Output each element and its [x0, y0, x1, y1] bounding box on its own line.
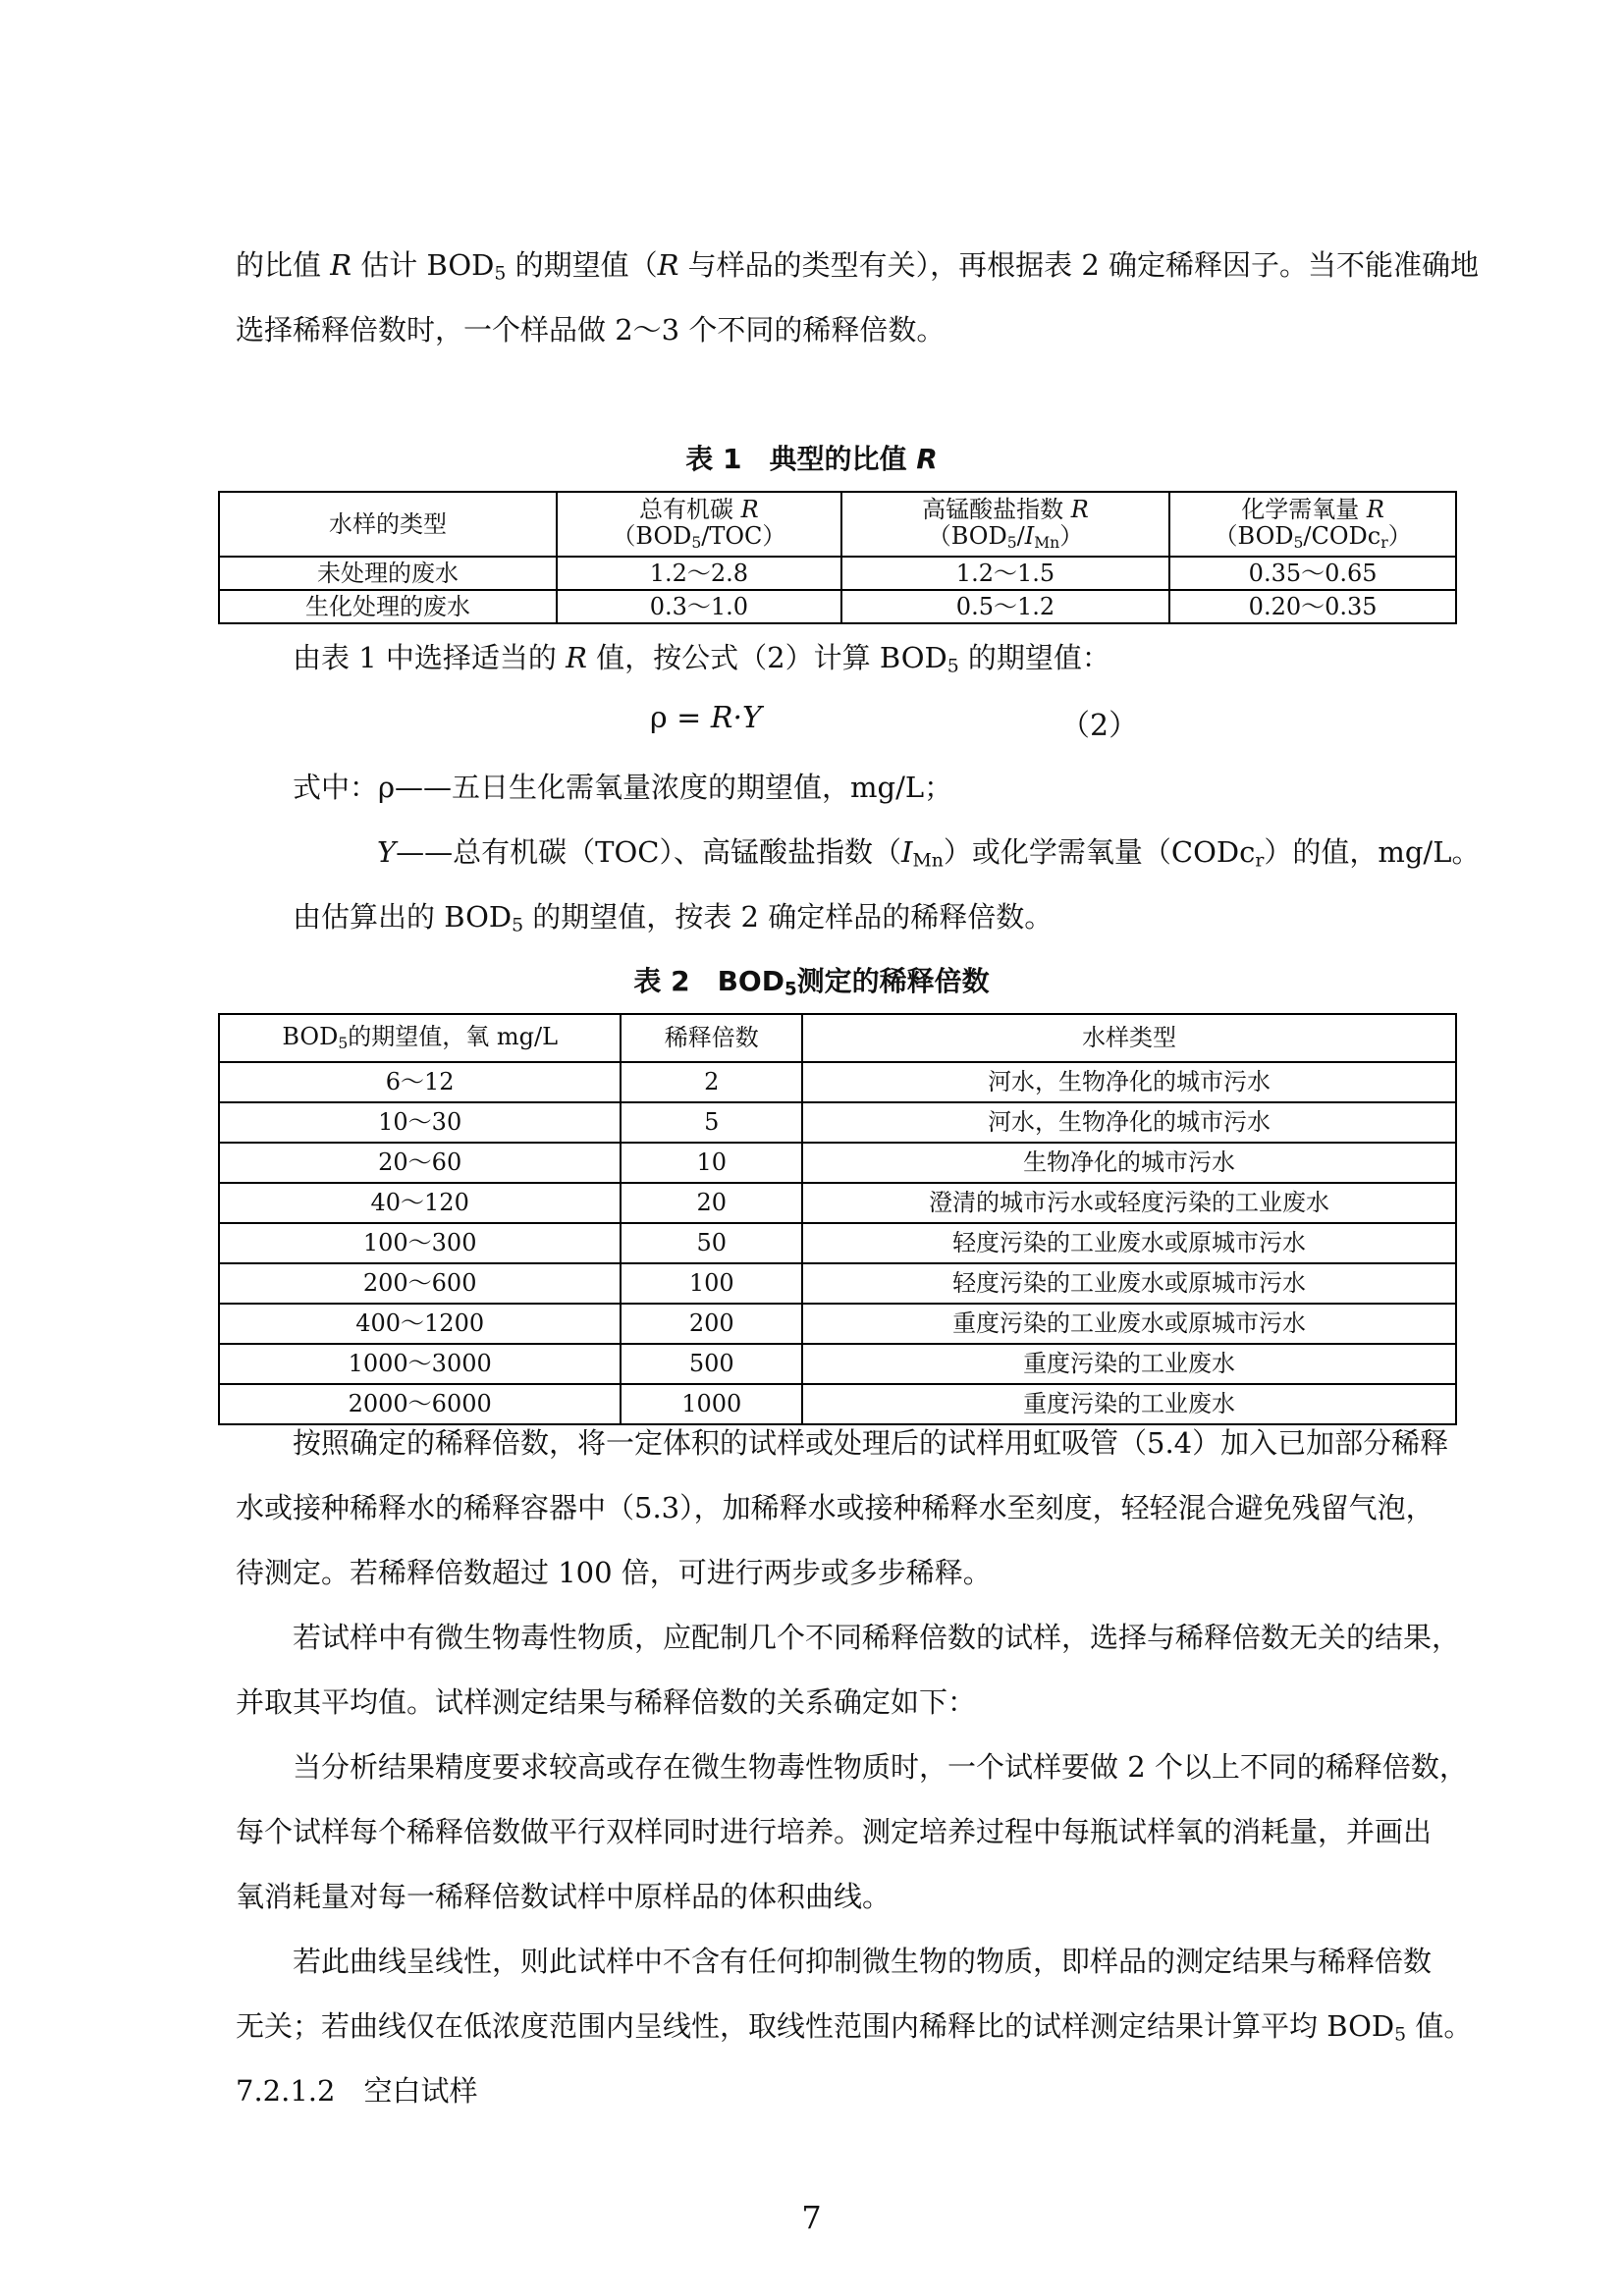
intro-line-2: 选择稀释倍数时，一个样品做 2～3 个不同的稀释倍数。: [236, 313, 946, 347]
table-row: 10～30 5 河水，生物净化的城市污水: [219, 1102, 1456, 1143]
para-after-table1: 由表 1 中选择适当的 R 值，按公式（2）计算 $BOD_5$ 的期望值：: [293, 641, 1110, 677]
body-p4-line-2: 无关；若曲线仅在低浓度范围内呈线性，取线性范围内稀释比的试样测定结果计算平均 $BOD_5$ 值。: [236, 2009, 1473, 2046]
table-row: 1000～3000 500 重度污染的工业废水: [219, 1344, 1456, 1384]
table-row: 6～12 2 河水，生物净化的城市污水: [219, 1062, 1456, 1102]
section-heading: 7.2.1.2 空白试样: [236, 2074, 478, 2108]
table2-caption: 表 2 $BOD_5$测定的稀释倍数: [633, 965, 990, 1000]
table-row: 生化处理的废水 0.3～1.0 0.5～1.2 0.20～0.35: [219, 590, 1456, 623]
where-line-2: Y——总有机碳（TOC）、高锰酸盐指数$(I_{Mn})$或化学需氧量（CODc$_r$）的值，mg/L。: [377, 835, 1481, 872]
t2-header-expected: $BOD_5$的期望值，氧 mg/L: [219, 1014, 621, 1062]
t2-header-type: 水样类型: [802, 1014, 1456, 1062]
formula-number: （2）: [1060, 709, 1139, 743]
table-row: 40～120 20 澄清的城市污水或轻度污染的工业废水: [219, 1183, 1456, 1223]
where-line-1: 式中：ρ——五日生化需氧量浓度的期望值，mg/L；: [293, 771, 953, 804]
body-p1-line-3: 待测定。若稀释倍数超过 100 倍，可进行两步或多步稀释。: [236, 1556, 992, 1589]
intro-line-1: 的比值 R 估计 $BOD_5$ 的期望值（R 与样品的类型有关），再根据表 2 确定稀释因子。当不能准确地: [236, 248, 1480, 285]
body-p3-line-1: 当分析结果精度要求较高或存在微生物毒性物质时，一个试样要做 2 个以上不同的稀释倍数，: [293, 1750, 1468, 1784]
body-p1-line-1: 按照确定的稀释倍数，将一定体积的试样或处理后的试样用虹吸管（5.4）加入已加部分稀释: [293, 1426, 1449, 1460]
t1-header-cod: 化学需氧量 R $(BOD_5/CODc_r)$: [1169, 492, 1456, 557]
t2-header-factor: 稀释倍数: [621, 1014, 802, 1062]
body-p1-line-2: 水或接种稀释水的稀释容器中（5.3），加稀释水或接种稀释水至刻度，轻轻混合避免残留气泡，: [236, 1491, 1434, 1524]
table-row: 100～300 50 轻度污染的工业废水或原城市污水: [219, 1223, 1456, 1263]
table-row: 200～600 100 轻度污染的工业废水或原城市污水: [219, 1263, 1456, 1304]
table-row: 2000～6000 1000 重度污染的工业废水: [219, 1384, 1456, 1424]
table-row: 400～1200 200 重度污染的工业废水或原城市污水: [219, 1304, 1456, 1344]
formula-expression: ρ = R·Y: [650, 701, 762, 735]
t1-header-toc: 总有机碳 R $(BOD_5/TOC)$: [557, 492, 841, 557]
table-dilution-factor: [218, 1013, 1457, 1425]
body-p4-line-1: 若此曲线呈线性，则此试样中不含有任何抑制微生物的物质，即样品的测定结果与稀释倍数: [293, 1945, 1433, 1978]
where-line-3: 由估算出的 $BOD_5$ 的期望值，按表 2 确定样品的稀释倍数。: [293, 900, 1054, 936]
table-row: 20～60 10 生物净化的城市污水: [219, 1143, 1456, 1183]
body-p3-line-2: 每个试样每个稀释倍数做平行双样同时进行培养。测定培养过程中每瓶试样氧的消耗量，并画出: [236, 1815, 1433, 1848]
body-p2-line-1: 若试样中有微生物毒性物质，应配制几个不同稀释倍数的试样，选择与稀释倍数无关的结果，: [293, 1621, 1461, 1654]
t1-header-mn: 高锰酸盐指数 R $(BOD_5/I_{Mn})$: [841, 492, 1169, 557]
body-p3-line-3: 氧消耗量对每一稀释倍数试样中原样品的体积曲线。: [236, 1880, 892, 1913]
page-number: 7: [801, 2199, 822, 2236]
table-typical-ratio: [218, 491, 1457, 624]
t1-header-type: 水样的类型: [219, 492, 557, 557]
body-p2-line-2: 并取其平均值。试样测定结果与稀释倍数的关系确定如下：: [236, 1685, 977, 1719]
table-row: 未处理的废水 1.2～2.8 1.2～1.5 0.35～0.65: [219, 557, 1456, 590]
table1-caption: 表 1 典型的比值 R: [685, 443, 938, 475]
